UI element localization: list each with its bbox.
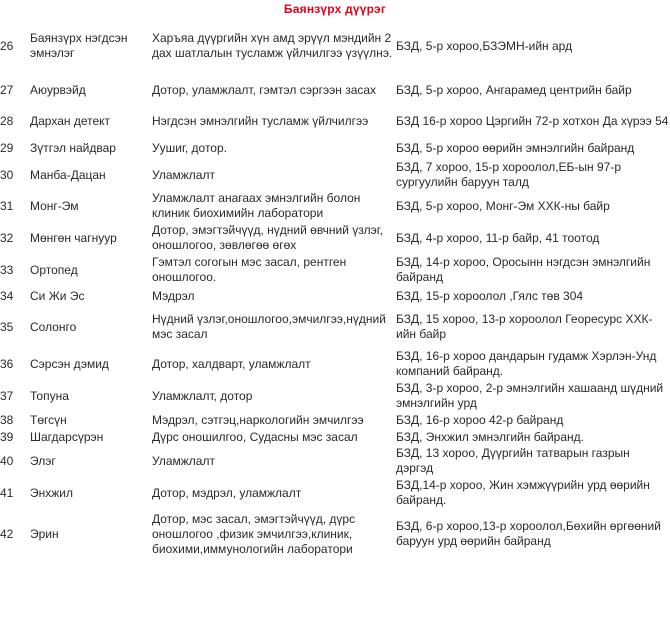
organization-name: Шагдарсүрэн <box>30 429 104 444</box>
organization-name: Эрин <box>30 526 59 541</box>
row-number: 38 <box>0 412 14 427</box>
services-cell: Дүрс оношилгоо, Судасны мэс засал <box>152 429 358 444</box>
table-row <box>0 74 670 106</box>
organization-name: Энхжил <box>30 485 73 500</box>
organization-name: Дархан детект <box>30 113 111 128</box>
services-cell: Дотор, эмэгтэйчүүд, нүдний өвчний үзлэг, оношлогоо, зөвлөгөө өгөх <box>152 223 384 252</box>
services-cell: Харъяа дүүргийн хүн амд эрүүл мэндийн 2 дах шатлалын тусламж үйлчилгээ үзүүлнэ. <box>152 31 393 60</box>
address-cell: БЗД, 7 хороо, 15-р хороолол,ЕБ-ын 97-р сургуулийн баруун талд <box>396 160 622 189</box>
row-number: 28 <box>0 113 14 128</box>
services-cell: Дотор, халдварт, уламжлалт <box>152 356 311 371</box>
address-cell: БЗД, 15 хороо, 13-р хороолол Георесурс ХХК-ийн байр <box>396 312 653 341</box>
address-cell: БЗД, 5-р хороо, Ангарамед центрийн байр <box>396 82 632 97</box>
table-row <box>0 428 670 446</box>
services-cell: Уламжлалт, дотор <box>152 388 253 403</box>
address-cell: БЗД, 14-р хороо, Оросынн нэгдсэн эмнэлгийн байранд <box>396 255 651 284</box>
row-number: 35 <box>0 319 14 334</box>
row-number: 41 <box>0 485 14 500</box>
address-cell: БЗД, 16-р хороо дандарын гудамж Хэрлэн-Унд компаний байранд. <box>396 349 657 378</box>
table-row <box>0 412 670 428</box>
services-cell: Мэдрэл <box>152 288 195 303</box>
page-title: Баянзүрх дүүрэг <box>283 2 387 16</box>
address-cell: БЗД, 16-р хороо 42-р байранд <box>396 412 564 427</box>
organization-name: Монг-Эм <box>30 198 79 213</box>
table-row <box>0 286 670 306</box>
table-row <box>0 348 670 380</box>
table-row <box>0 510 670 558</box>
table-row <box>0 190 670 222</box>
services-cell: Дотор, мэдрэл, уламжлалт <box>152 485 302 500</box>
table-row <box>0 160 670 190</box>
organization-name: Мөнгөн чагнуур <box>30 230 117 245</box>
services-cell: Уламжлалт <box>152 453 215 468</box>
services-cell: Нүдний үзлэг,оношлогоо,эмчилгээ,нүдний мэс засал <box>152 312 386 341</box>
services-cell: Дотор, уламжлалт, гэмтэл сэргээн засах <box>152 82 377 97</box>
services-cell: Гэмтэл согогын мэс засал, рентген оношлогоо. <box>152 255 347 284</box>
address-cell: БЗД, 5-р хороо өөрийн эмнэлгийн байранд <box>396 140 635 155</box>
row-number: 31 <box>0 198 14 213</box>
table-row <box>0 476 670 510</box>
row-number: 32 <box>0 230 14 245</box>
organizations-table <box>0 18 670 558</box>
row-number: 37 <box>0 388 14 403</box>
organization-name: Топуна <box>30 388 69 403</box>
services-cell: Дотор, мэс засал, эмэгтэйчүүд, дүрс оношлогоо ,физик эмчилгээ,клиник, биохими,иммунологийн лаборатори <box>152 511 356 556</box>
services-cell: Уушиг, дотор. <box>152 140 227 155</box>
row-number: 29 <box>0 140 14 155</box>
address-cell: БЗД, 5-р хороо, Монг-Эм ХХК-ны байр <box>396 198 610 213</box>
row-number: 26 <box>0 38 14 53</box>
organization-name: Солонго <box>30 319 77 334</box>
address-cell: БЗД 16-р хороо Цэргийн 72-р хотхон Да хүрээ 54 <box>396 113 669 128</box>
organization-name: Баянзүрх нэгдсэн эмнэлэг <box>30 31 128 60</box>
address-cell: БЗД, 3-р хороо, 2-р эмнэлгийн хашаанд шүдний эмнэлгийн урд <box>396 381 664 410</box>
address-cell: БЗД, 13 хороо, Дүүргийн татварын газрын дэргэд <box>396 446 630 475</box>
row-number: 40 <box>0 453 14 468</box>
address-cell: БЗД, 6-р хороо,13-р хороолол,Бөхийн өргөөний баруун урд өөрийн байранд <box>396 519 661 548</box>
organization-name: Төгсүн <box>30 412 67 427</box>
row-number: 27 <box>0 82 14 97</box>
services-cell: Уламжлалт <box>152 167 215 182</box>
table-row <box>0 222 670 254</box>
row-number: 42 <box>0 526 14 541</box>
organization-name: Элэг <box>30 453 56 468</box>
organization-name: Зүтгэл найдвар <box>30 140 116 155</box>
address-cell: БЗД, 15-р хороолол ,Гялс төв 304 <box>396 288 584 303</box>
organization-name: Ортопед <box>30 262 78 277</box>
row-number: 34 <box>0 288 14 303</box>
row-number: 39 <box>0 429 14 444</box>
table-row <box>0 106 670 136</box>
services-cell: Мэдрэл, сэтгэц,наркологийн эмчилгээ <box>152 412 364 427</box>
services-cell: Уламжлалт анагаах эмнэлгийн болон клиник биохимийн лаборатори <box>152 191 361 220</box>
address-cell: БЗД, 4-р хороо, 11-р байр, 41 тоотод <box>396 230 600 245</box>
address-cell: БЗД, Энхжил эмнэлгийн байранд. <box>396 429 584 444</box>
organization-name: Аюурвэйд <box>30 82 86 97</box>
row-number: 33 <box>0 262 14 277</box>
table-row <box>0 136 670 160</box>
organization-name: Манба-Дацан <box>30 167 106 182</box>
organization-name: Сэрсэн дэмид <box>30 356 109 371</box>
table-body <box>0 18 670 558</box>
table-row <box>0 18 670 74</box>
row-number: 30 <box>0 167 14 182</box>
organization-name: Си Жи Эс <box>30 288 85 303</box>
table-row <box>0 380 670 412</box>
table-row <box>0 446 670 476</box>
services-cell: Нэгдсэн эмнэлгийн тусламж үйлчилгээ <box>152 113 369 128</box>
row-number: 36 <box>0 356 14 371</box>
address-cell: БЗД, 5-р хороо,БЗЭМН-ийн ард <box>396 38 573 53</box>
table-row <box>0 306 670 348</box>
table-row <box>0 254 670 286</box>
address-cell: БЗД,14-р хороо, Жин хэмжүүрийн урд өөрийн байранд. <box>396 478 650 507</box>
